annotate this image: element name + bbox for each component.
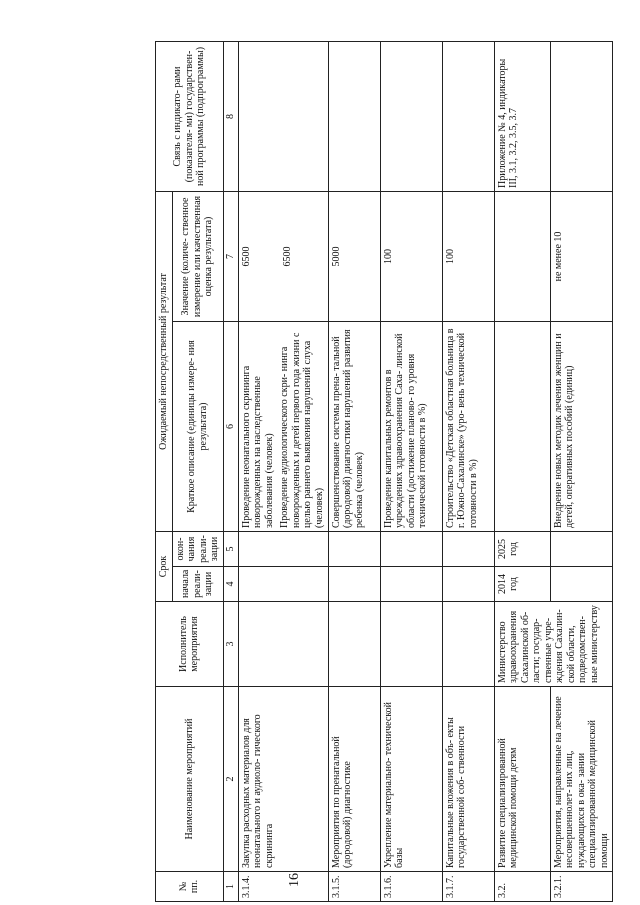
row-name: Укрепление материально- технической базы [380,687,442,872]
row-start [328,567,380,602]
row-executor [380,602,442,687]
row-value: не менее 10 [550,191,613,321]
row-description: Строительство «Детская областная больница в г. Южно-Сахалинске» (уро- вень технической готовности в %) [442,322,494,532]
row-executor: Министерство здравоохранения Сахалинской об- ласти; государ- ственные учре- ждения Сахалин- ской области, подведомствен- ные министерству [494,602,613,687]
row-num: 3.1.4. [238,872,328,902]
row-value [238,191,328,321]
value-item: 6500 [240,246,252,267]
header-description: Краткое описание (единицы измере- ния результата) [172,322,223,532]
header-executor: Исполнитель мероприятия [156,602,224,687]
row-link [550,41,613,191]
header-end: окон- чания реали- зации [172,532,223,567]
row-num: 3.1.6. [380,872,442,902]
row-description [238,322,328,532]
row-link [328,41,380,191]
column-number: 3 [223,602,238,687]
row-start [550,567,613,602]
value-item: 6500 [282,246,293,267]
row-description [494,322,550,532]
row-start [442,567,494,602]
table-row [550,41,613,901]
row-executor [328,602,380,687]
row-value: 100 [380,191,442,321]
row-value: 5000 [328,191,380,321]
row-name: Развитие специализированной медицинской помощи детям [494,687,550,872]
row-end [238,532,328,567]
row-description: Совершенствование системы прена- тальной (дородовой) диагностики нарушений развития ребенка (человек) [328,322,380,532]
measures-table [155,41,613,902]
table-row [380,41,442,901]
header-value: Значение (количе- ственное измерение или качественная оценка результата) [172,191,223,321]
header-name: Наименование мероприятий [156,687,224,872]
row-value [494,191,550,321]
row-link: Приложение № 4, индикаторы III, 3.1, 3.2, 3.5, 3.7 [494,41,550,191]
header-num: № пп. [156,872,224,902]
row-num: 3.1.7. [442,872,494,902]
column-number: 8 [223,41,238,191]
row-link [442,41,494,191]
column-number: 7 [223,191,238,321]
table-row [238,41,328,901]
row-end: 2025 год [494,532,550,567]
row-num: 3.1.5. [328,872,380,902]
row-name: Мероприятия, направленные на лечение несовершеннолет- них лиц, нуждающихся в ока- зании специализированной медицинской помощи [550,687,613,872]
rotated-table-container [155,42,610,902]
header-expected: Ожидаемый непосредственный результат [156,191,173,531]
row-end [550,532,613,567]
row-end [442,532,494,567]
row-end [380,532,442,567]
row-description: Проведение капитальных ремонтов в учреждениях здравоохранения Саха- линской области (достижение планово- го уровня технической готовности в %) [380,322,442,532]
row-num: 3.2.1. [550,872,613,902]
description-item: Проведение неонатального скрининга новорожденных на наследственные заболевания (человек) [240,365,275,528]
header-term: Срок [156,532,173,602]
row-link [238,41,328,191]
row-end [328,532,380,567]
table-row [442,41,494,901]
row-executor [442,602,494,687]
column-number-row [223,41,238,901]
column-number: 6 [223,322,238,532]
row-start [238,567,328,602]
column-number: 4 [223,567,238,602]
row-num: 3.2. [494,872,550,902]
table-row [328,41,380,901]
row-start [380,567,442,602]
column-number: 2 [223,687,238,872]
page-number: 16 [287,873,302,887]
header-start: начала реали- зации [172,567,223,602]
row-name: Мероприятия по пренатальной (дородовой) диагностике [328,687,380,872]
row-name: Капитальные вложения в объ- екты государственной соб- ственности [442,687,494,872]
row-executor [238,602,328,687]
row-description: Внедрение новых методик лечения женщин и детей, оперативных пособий (единиц) [550,322,613,532]
row-link [380,41,442,191]
row-value: 100 [442,191,494,321]
table-row [494,41,550,901]
column-number: 5 [223,532,238,567]
description-item: Проведение аудиологического скри- нинга новорожденных и детей первого года жизни с целью раннего выявления нарушений слуха (человек) [279,332,325,528]
row-name: Закупка расходных материалов для неонатального и аудиоло- гического скрининга [238,687,328,872]
row-start: 2014 год [494,567,550,602]
header-row-1 [156,41,173,901]
header-link: Связь с индикато- рами (показателя- ми) государствен- ной программы (подпрограммы) [156,41,224,191]
column-number: 1 [223,872,238,902]
